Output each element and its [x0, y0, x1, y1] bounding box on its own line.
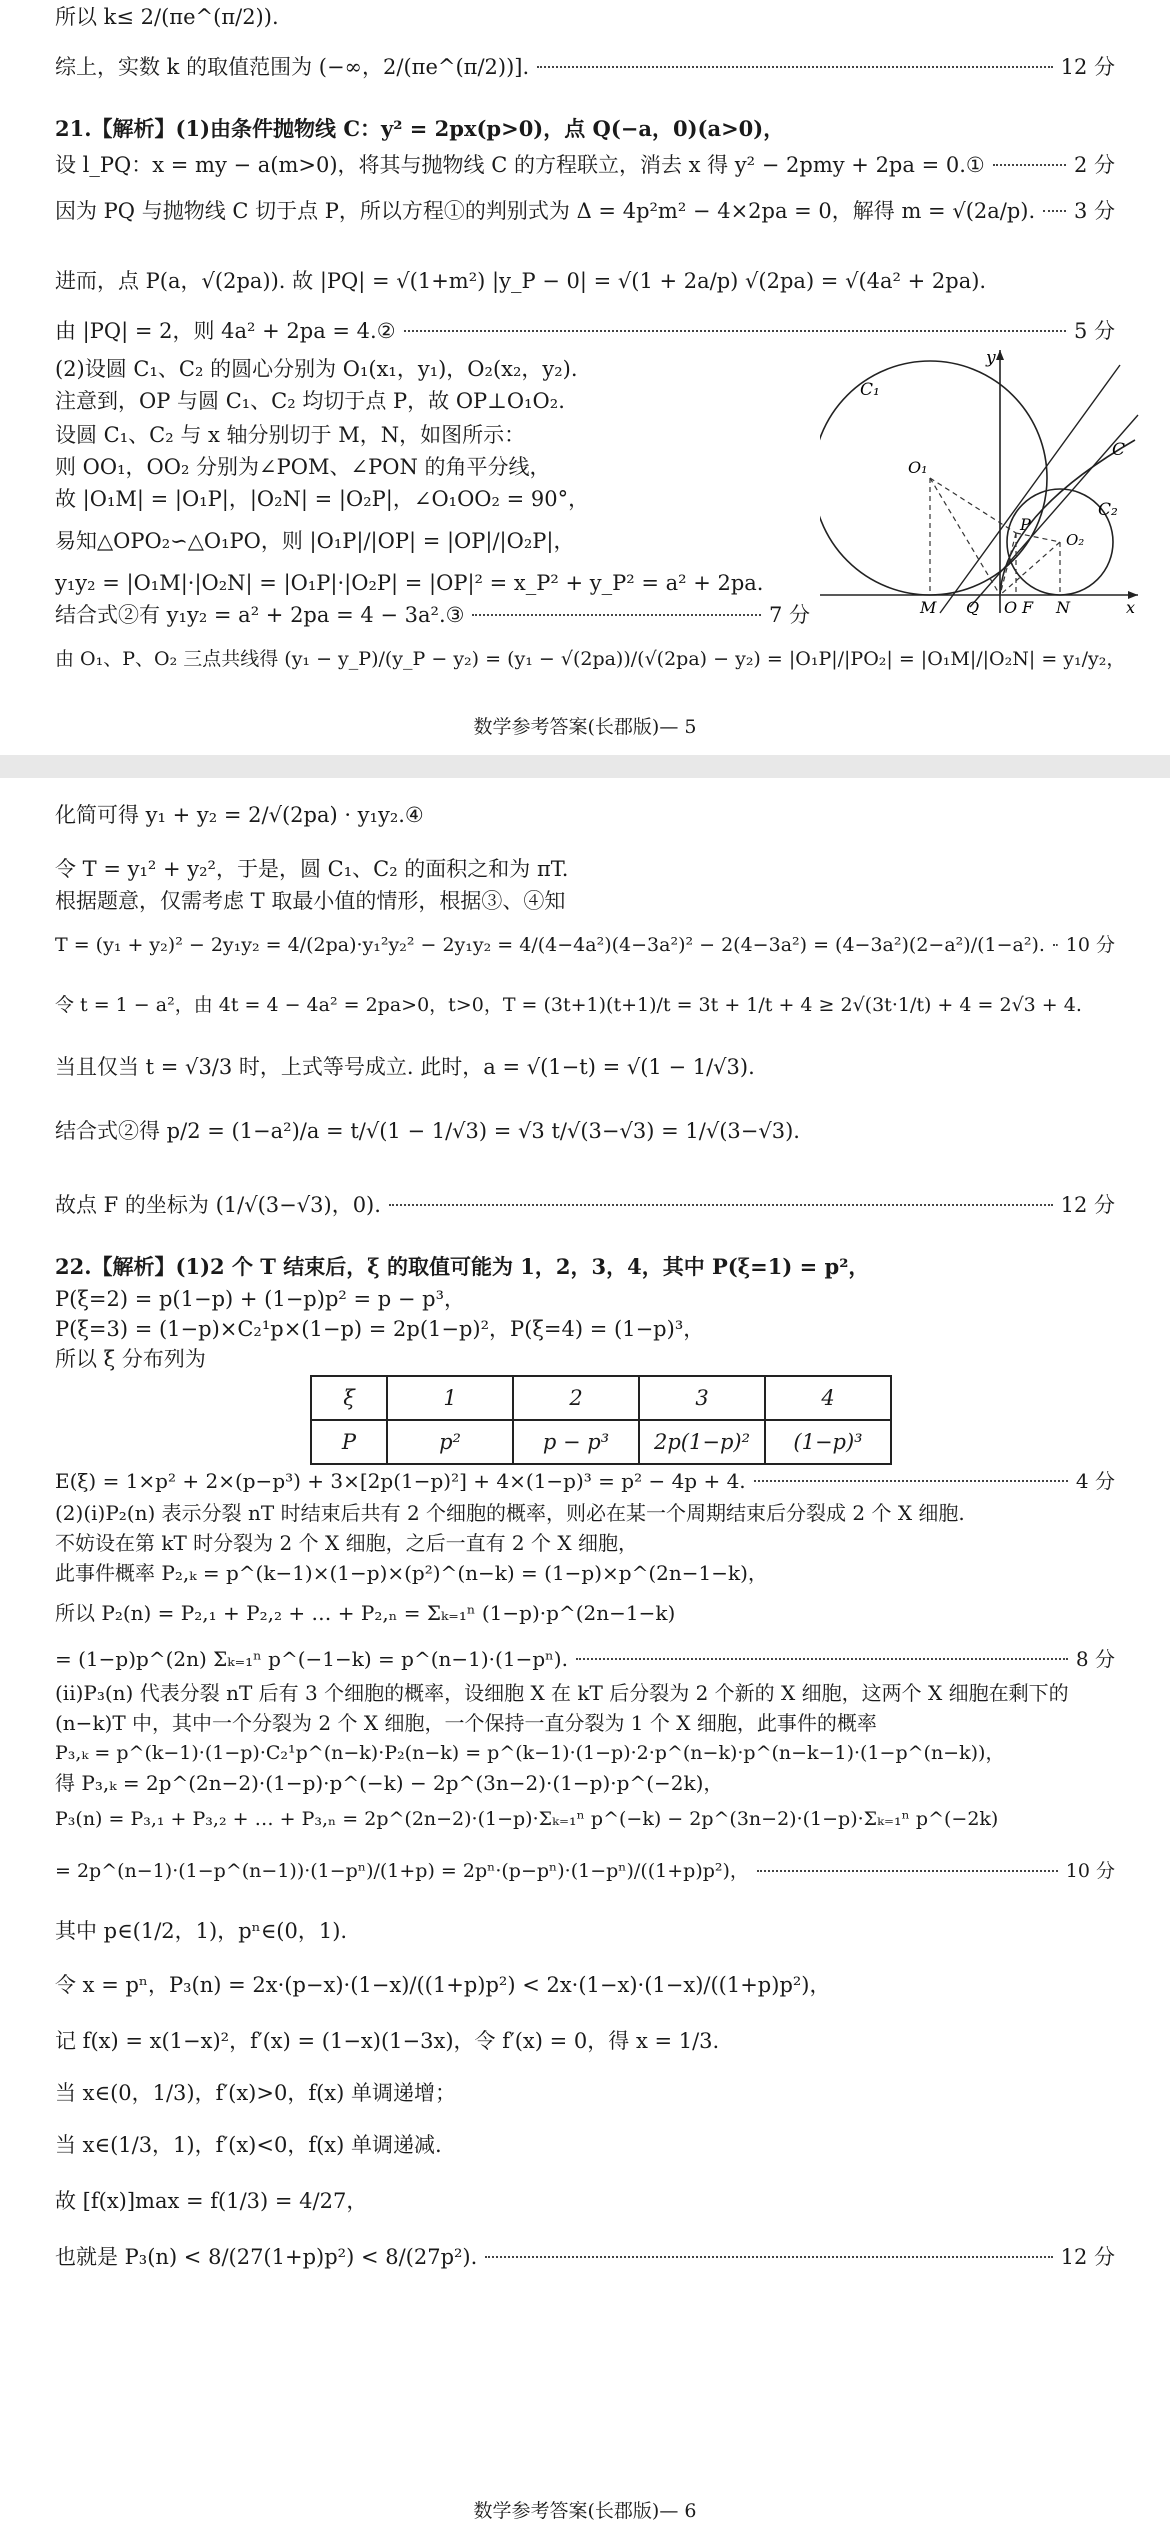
circle-tangent-figure — [820, 345, 1140, 615]
page-footer: 数学参考答案(长郡版)— 6 — [473, 2500, 697, 2522]
page-footer: 数学参考答案(长郡版)— 5 — [473, 716, 697, 738]
dot-leader — [757, 1870, 1058, 1872]
text-line: 令 x = pⁿ，P₃(n) = 2x·(p−x)·(1−x)/((1+p)p²) < 2x·(1−x)·(1−x)/((1+p)p²)， — [55, 1973, 831, 1997]
label-y: y — [986, 348, 996, 368]
label-x: x — [1126, 598, 1136, 615]
text-line: 设圆 C₁、C₂ 与 x 轴分别切于 M，N，如图所示： — [55, 423, 526, 447]
scored-line: 因为 PQ 与抛物线 C 切于点 P，所以方程①的判别式为 Δ = 4p²m² − 4×2pa = 0，解得 m = √(2a/p). 3 分 — [55, 199, 1115, 223]
answer-page-6 — [0, 778, 1170, 2532]
text-line: 当且仅当 t = √3/3 时，上式等号成立. 此时，a = √(1−t) = √(1 − 1/√3). — [55, 1055, 755, 1079]
table-row — [311, 1376, 891, 1420]
text-line: 结合式②得 p/2 = (1−a²)/a = t/√(1 − 1/√3) = √3 t/√(3−√3) = 1/√(3−√3). — [55, 1119, 800, 1143]
dot-leader — [576, 1658, 1068, 1660]
text-line: 当 x∈(0，1/3)，f′(x)>0，f(x) 单调递增； — [55, 2081, 457, 2105]
table-cell: p − p³ — [513, 1420, 639, 1464]
label-n: N — [1056, 598, 1070, 615]
text-line: P₃,ₖ = p^(k−1)·(1−p)·C₂¹p^(n−k)·P₂(n−k) = p^(k−1)·(1−p)·2·p^(n−k)·p^(n−k−1)·(1−p^(n−k))， — [55, 1742, 1005, 1764]
scored-line: 由 |PQ| = 2，则 4a² + 2pa = 4.② 5 分 — [55, 319, 1115, 343]
text-line: 所以 P₂(n) = P₂,₁ + P₂,₂ + … + P₂,ₙ = Σₖ₌₁ⁿ (1−p)·p^(2n−1−k) — [55, 1601, 676, 1625]
dot-leader — [472, 614, 761, 616]
dot-leader — [389, 1204, 1053, 1206]
distribution-table — [310, 1375, 892, 1465]
text-line: 故 [f(x)]max = f(1/3) = 4/27， — [55, 2189, 368, 2213]
problem-22-heading: 22.【解析】(1)2 个 T 结束后，ξ 的取值可能为 1，2，3，4，其中 P(ξ=1) = p²， — [55, 1254, 870, 1279]
scored-line: = (1−p)p^(2n) Σₖ₌₁ⁿ p^(−1−k) = p^(n−1)·(1−pⁿ). 8 分 — [55, 1647, 1115, 1671]
scored-line: 故点 F 的坐标为 (1/√(3−√3)，0). 12 分 — [55, 1193, 1115, 1217]
answer-page-5 — [0, 0, 1170, 755]
text-line: 其中 p∈(1/2，1)，pⁿ∈(0，1). — [55, 1919, 348, 1943]
table-cell: p² — [387, 1420, 513, 1464]
text-line: 由 O₁、P、O₂ 三点共线得 (y₁ − y_P)/(y_P − y₂) = (y₁ − √(2pa))/(√(2pa) − y₂) = |O₁P|/|PO₂| = |O₁M|/|O₂N| = y₁/y₂， — [55, 648, 1126, 670]
text-line: 易知△OPO₂∽△O₁PO，则 |O₁P|/|OP| = |OP|/|O₂P|， — [55, 529, 575, 553]
table-cell: 2p(1−p)² — [639, 1420, 765, 1464]
label-m: M — [920, 598, 937, 615]
table-cell: 1 — [387, 1376, 513, 1420]
table-cell: 2 — [513, 1376, 639, 1420]
label-c1: C₁ — [860, 380, 880, 400]
scored-line: 设 l_PQ：x = my − a(m>0)，将其与抛物线 C 的方程联立，消去 x 得 y² − 2pmy + 2pa = 0.① 2 分 — [55, 153, 1115, 177]
text-line: y₁y₂ = |O₁M|·|O₂N| = |O₁P|·|O₂P| = |OP|² = x_P² + y_P² = a² + 2pa. — [55, 571, 764, 595]
scored-line: 综上，实数 k 的取值范围为 (−∞，2/(πe^(π/2))]. 12 分 — [55, 55, 1115, 79]
text-line: (2)(i)P₂(n) 表示分裂 nT 时结束后共有 2 个细胞的概率，则必在某一个周期结束后分裂成 2 个 X 细胞. — [55, 1501, 965, 1525]
text-line: 所以 ξ 分布列为 — [55, 1347, 206, 1371]
text-line: 不妨设在第 kT 时分裂为 2 个 X 细胞，之后一直有 2 个 X 细胞， — [55, 1531, 638, 1555]
table-cell: P — [311, 1420, 387, 1464]
dot-leader — [485, 2256, 1052, 2258]
label-q: Q — [966, 598, 980, 615]
text-line: P(ξ=3) = (1−p)×C₂¹p×(1−p) = 2p(1−p)²，P(ξ=4) = (1−p)³， — [55, 1317, 705, 1341]
problem-21-heading: 21.【解析】(1)由条件抛物线 C：y² = 2px(p>0)，点 Q(−a，0)(a>0)， — [55, 116, 785, 141]
label-o1: O₁ — [908, 458, 928, 477]
scored-line: T = (y₁ + y₂)² − 2y₁y₂ = 4/(2pa)·y₁²y₂² − 2y₁y₂ = 4/(4−4a²)(4−3a²)² − 2(4−3a²) = (4−3a²)(2−a²)/(1−a²). 10 分 — [55, 934, 1115, 956]
table-cell: ξ — [311, 1376, 387, 1420]
dot-leader — [1043, 210, 1066, 212]
dot-leader — [1053, 944, 1058, 946]
text-line: P(ξ=2) = p(1−p) + (1−p)p² = p − p³， — [55, 1287, 466, 1311]
text-line: (n−k)T 中，其中一个分裂为 2 个 X 细胞，一个保持一直分裂为 1 个 X 细胞，此事件的概率 — [55, 1711, 877, 1735]
table-row — [311, 1420, 891, 1464]
text-line: 此事件概率 P₂,ₖ = p^(k−1)×(1−p)×(p²)^(n−k) = (1−p)×p^(2n−1−k)， — [55, 1561, 768, 1585]
text-line: 得 P₃,ₖ = 2p^(2n−2)·(1−p)·p^(−k) − 2p^(3n−2)·(1−p)·p^(−2k)， — [55, 1771, 724, 1795]
text-line: 故 |O₁M| = |O₁P|，|O₂N| = |O₂P|，∠O₁OO₂ = 90°， — [55, 487, 590, 511]
label-p: P — [1020, 515, 1031, 534]
label-c: C — [1112, 440, 1126, 460]
label-c2: C₂ — [1098, 500, 1118, 520]
text-line: 进而，点 P(a，√(2pa)). 故 |PQ| = √(1+m²) |y_P − 0| = √(1 + 2a/p) √(2pa) = √(4a² + 2pa). — [55, 269, 987, 293]
label-o2: O₂ — [1066, 531, 1085, 549]
text-line: 当 x∈(1/3，1)，f′(x)<0，f(x) 单调递减. — [55, 2133, 442, 2157]
table-cell: 3 — [639, 1376, 765, 1420]
dot-leader — [754, 1480, 1068, 1482]
scored-line: = 2p^(n−1)·(1−p^(n−1))·(1−pⁿ)/(1+p) = 2pⁿ·(p−pⁿ)·(1−pⁿ)/((1+p)p²)， 10 分 — [55, 1860, 1115, 1882]
text-line: 注意到，OP 与圆 C₁、C₂ 均切于点 P，故 OP⊥O₁O₂. — [55, 389, 565, 413]
text-line: 记 f(x) = x(1−x)²，f′(x) = (1−x)(1−3x)，令 f′(x) = 0，得 x = 1/3. — [55, 2029, 720, 2053]
text-line: (ii)P₃(n) 代表分裂 nT 后有 3 个细胞的概率，设细胞 X 在 kT 后分裂为 2 个新的 X 细胞，这两个 X 细胞在剩下的 — [55, 1681, 1069, 1705]
scored-line: E(ξ) = 1×p² + 2×(p−p³) + 3×[2p(1−p)²] + 4×(1−p)³ = p² − 4p + 4. 4 分 — [55, 1469, 1115, 1493]
label-o: O — [1004, 598, 1018, 615]
text-line: P₃(n) = P₃,₁ + P₃,₂ + … + P₃,ₙ = 2p^(2n−2)·(1−p)·Σₖ₌₁ⁿ p^(−k) − 2p^(3n−2)·(1−p)·Σₖ₌₁ⁿ p^(−2k) — [55, 1808, 999, 1830]
table-cell: 4 — [765, 1376, 891, 1420]
dot-leader — [993, 164, 1066, 166]
text-line: (2)设圆 C₁、C₂ 的圆心分别为 O₁(x₁，y₁)，O₂(x₂，y₂). — [55, 357, 578, 381]
scored-line: 也就是 P₃(n) < 8/(27(1+p)p²) < 8/(27p²). 12 分 — [55, 2245, 1115, 2269]
dot-leader — [537, 66, 1052, 68]
text-line: 所以 k≤ 2/(πe^(π/2)). — [55, 5, 279, 29]
text-line: 则 OO₁，OO₂ 分别为∠POM、∠PON 的角平分线， — [55, 455, 551, 479]
dot-leader — [404, 330, 1066, 332]
text-line: 化简可得 y₁ + y₂ = 2/√(2pa) · y₁y₂.④ — [55, 803, 424, 827]
text-line: 令 T = y₁² + y₂²，于是，圆 C₁、C₂ 的面积之和为 πT. — [55, 857, 569, 881]
text-line: 根据题意，仅需考虑 T 取最小值的情形，根据③、④知 — [55, 889, 566, 913]
label-f: F — [1022, 598, 1034, 615]
table-cell: (1−p)³ — [765, 1420, 891, 1464]
text-line: 令 t = 1 − a²，由 4t = 4 − 4a² = 2pa>0，t>0，T = (3t+1)(t+1)/t = 3t + 1/t + 4 ≥ 2√(3t·1/t) + 4 = 2√3 + 4. — [55, 994, 1082, 1016]
scored-line: 结合式②有 y₁y₂ = a² + 2pa = 4 − 3a².③ 7 分 — [55, 603, 810, 627]
